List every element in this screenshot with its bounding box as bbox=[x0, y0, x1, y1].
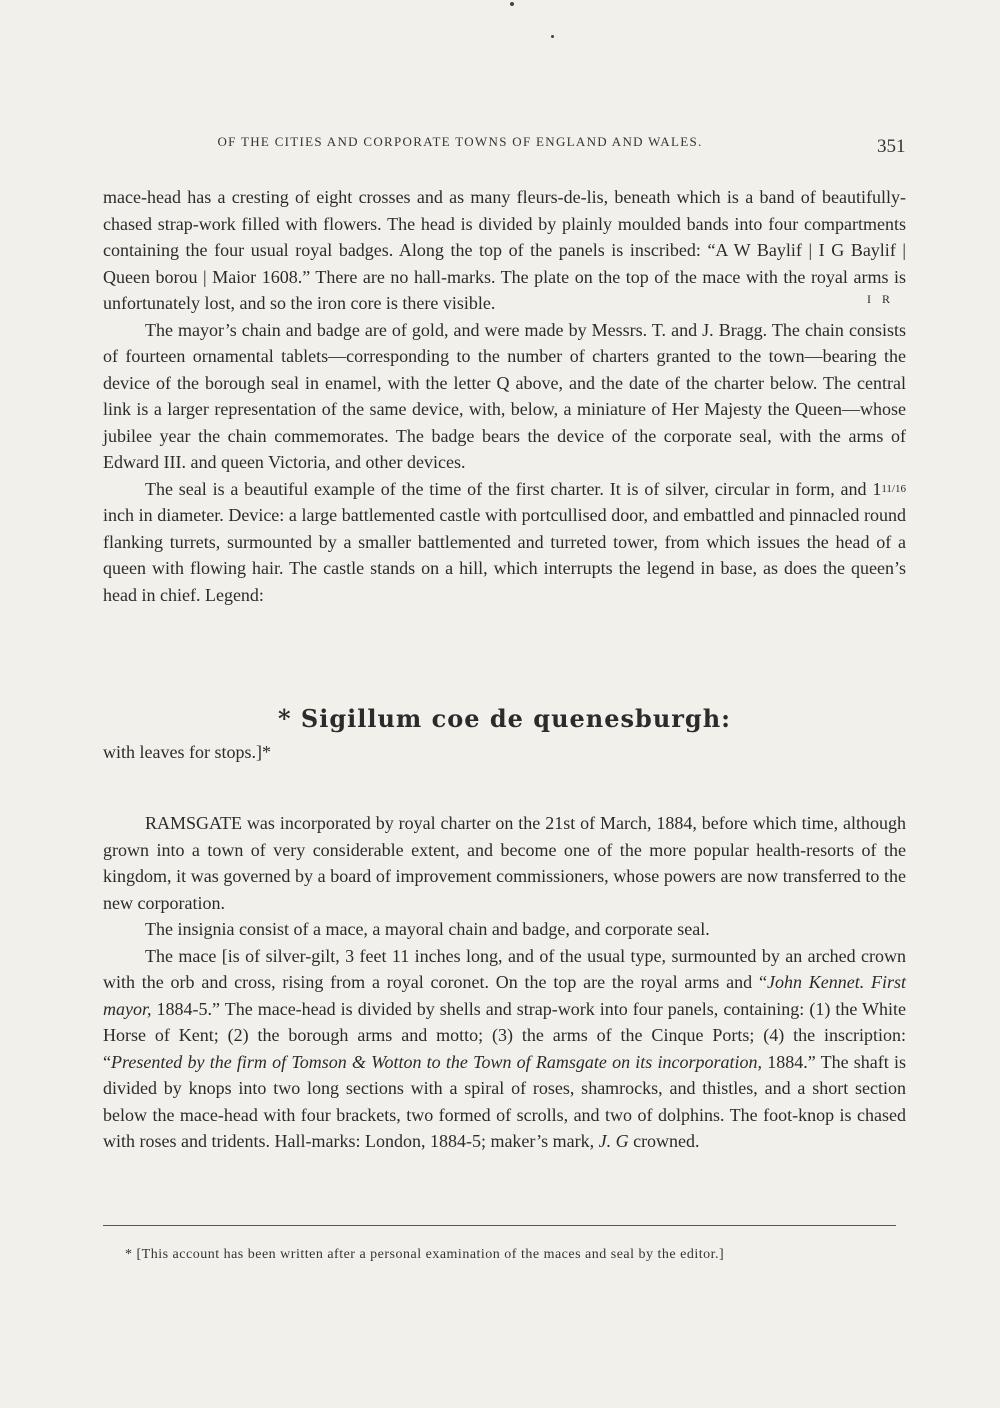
paragraph-ramsgate-mace bbox=[103, 943, 906, 1155]
makers-mark: J. G bbox=[598, 1131, 629, 1151]
ramsgate-text bbox=[103, 810, 906, 1155]
ink-speck bbox=[510, 2, 514, 6]
after-legend-text: with leaves for stops.]* bbox=[103, 742, 271, 762]
seal-diameter-fraction: 11/16 bbox=[881, 482, 906, 495]
paragraph-mayor-chain: The mayor’s chain and badge are of gold, and were made by Messrs. T. and J. Bragg. The chain consists of fourteen ornamental tablets—corresponding to the number of charters granted to the town—bearing the device of the borough seal in enamel, with the letter Q above, and the date of the charter below. The central link is a larger representation of the same device, with, below, a miniature of Her Majesty the Queen—whose jubilee year the chain commemorates. The badge bears the device of the corporate seal, with the arms of Edward III. and queen Victoria, and other devices. bbox=[103, 319, 906, 472]
running-head: OF THE CITIES AND CORPORATE TOWNS OF ENGLAND AND WALES. bbox=[217, 134, 703, 149]
mace-inscription-mayor: John Kennet. First mayor, bbox=[103, 972, 907, 1019]
paragraph-mace-head: mace-head has a cresting of eight crosses and as many fleurs-de-lis, beneath which is a band of beautifully-chased strap-work filled with flowers. The head is divided by plainly moulded bands into four compartments containing the four usual royal badges. Along the top of the panels is inscribed: “A W Baylif | I G Baylif | Queen borou | Maior 1608.” There are no hall-marks. The plate on the top of the mace with the royal arms is unfortunately lost, and so the iron core is there visible. bbox=[103, 187, 906, 313]
mace-inscription-presentation: Presented by the firm of Tomson & Wotton to the Town of Ramsgate on its incorporation, bbox=[111, 1051, 762, 1072]
mace-text-part: 1884-5.” The mace-head is divided by shells and strap-work into four panels, containing: (1) the White Horse of Kent; (2) the borough arms and motto; (3) the arms of the Cinque Ports; (4) the inscription: “ bbox=[103, 998, 906, 1072]
seal-legend: * Sigillum coe de quenesburgh: bbox=[277, 704, 732, 733]
mace-text-part: 1884.” The shaft is divided by knops into two long sections with a spiral of roses, shamrocks, and thistles, and a short section below the mace-head with four brackets, two formed of scrolls, and two of dolphins. The foot-knop is chased with roses and tridents. Hall-marks: London, 1884-5; maker’s mark, bbox=[103, 1051, 906, 1151]
paragraph-insignia: The insignia consist of a mace, a mayoral chain and badge, and corporate seal. bbox=[145, 919, 710, 939]
paragraph-ramsgate: RAMSGATE was incorporated by royal charter on the 21st of March, 1884, before which time, although grown into a town of very considerable extent, and become one of the more popular health-resorts of the kingdom, it was governed by a board of improvement commissioners, whose powers are now transferred to the new corporation. bbox=[103, 813, 906, 913]
page-number: 351 bbox=[877, 136, 906, 157]
ink-speck bbox=[551, 35, 554, 38]
mace-text-part: The mace [is of silver-gilt, 3 feet 11 inches long, and of the usual type, surmounted by an arched crown with the orb and cross, rising from a royal coronet. On the top are the royal arms and “ bbox=[103, 945, 906, 992]
footnote-rule bbox=[103, 1225, 896, 1226]
mace-text-part: crowned. bbox=[628, 1131, 700, 1151]
seal-text-part: The seal is a beautiful example of the time of the first charter. It is of silver, circular in form, and 1 bbox=[145, 478, 882, 499]
seal-and-insignia-text bbox=[103, 184, 906, 608]
footnote: * [This account has been written after a personal examination of the maces and seal by the editor.] bbox=[125, 1247, 725, 1262]
paragraph-seal bbox=[103, 476, 906, 609]
seal-text-part: inch in diameter. Device: a large battlemented castle with portcullised door, and embattled and pinnacled round flanking turrets, surmounted by a smaller battlemented and turreted tower, from which issues the head of a queen with flowing hair. The castle stands on a hill, which interrupts the legend in base, as does the queen’s head in chief. Legend: bbox=[103, 505, 906, 605]
ir-superscript: I R bbox=[867, 292, 894, 306]
